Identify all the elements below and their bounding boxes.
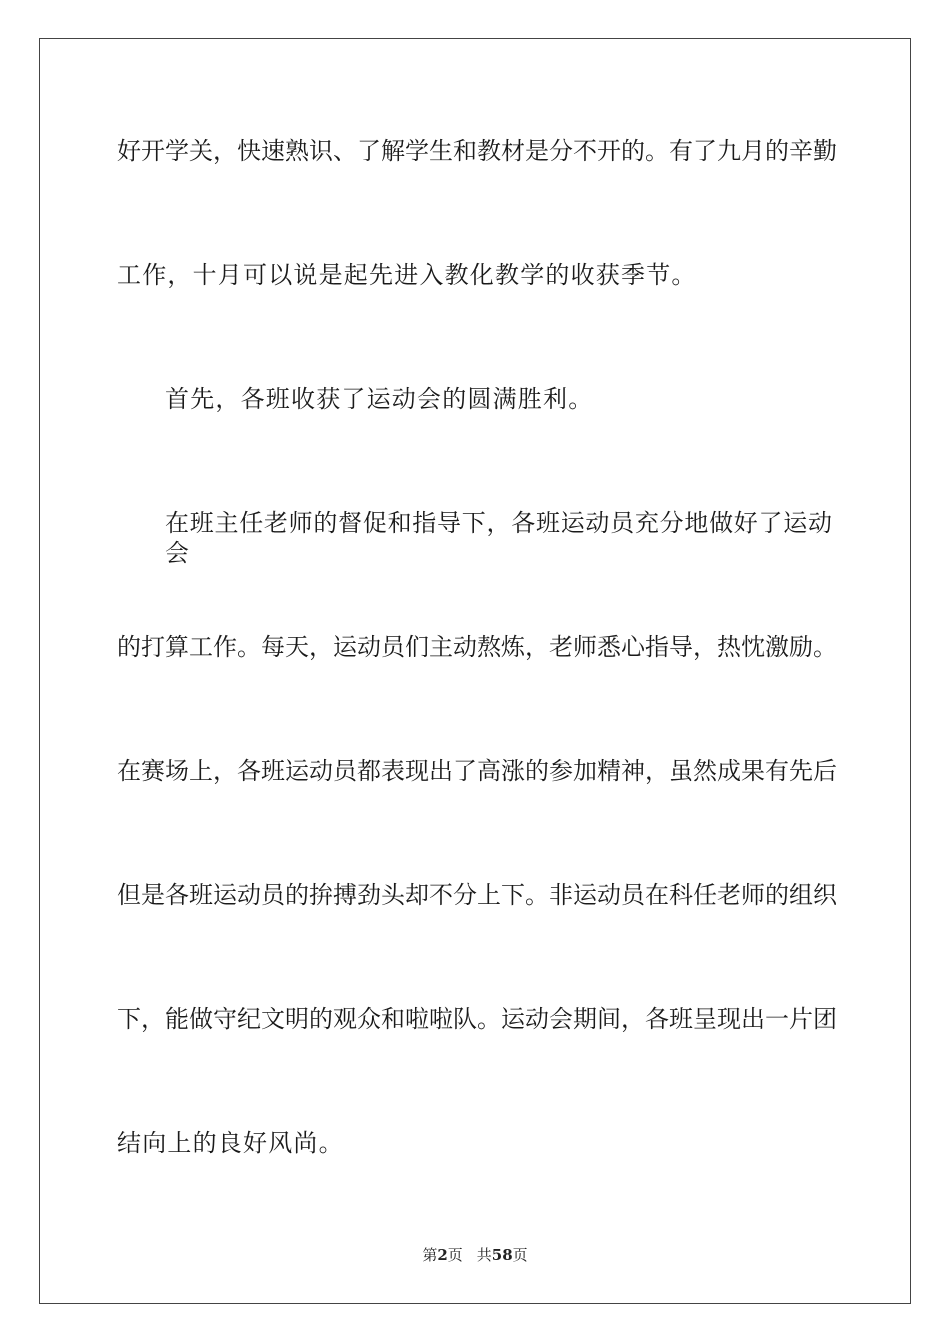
page-prefix: 第: [422, 1246, 438, 1264]
paragraph-line-8: 下，能做守纪文明的观众和啦啦队。运动会期间，各班呈现出一片团: [117, 1005, 837, 1033]
paragraph-line-2: 工作，十月可以说是起先进入教化教学的收获季节。: [117, 261, 697, 289]
paragraph-line-9: 结向上的良好风尚。: [117, 1129, 344, 1157]
paragraph-line-7: 但是各班运动员的拚搏劲头却不分上下。非运动员在科任老师的组织: [117, 881, 837, 909]
page-number: 2: [437, 1246, 448, 1264]
paragraph-line-1: 好开学关，快速熟识、了解学生和教材是分不开的。有了九月的辛勤: [117, 137, 837, 165]
page-frame: [39, 38, 911, 1304]
paragraph-line-3: 首先，各班收获了运动会的圆满胜利。: [165, 385, 594, 413]
paragraph-line-4: 在班主任老师的督促和指导下，各班运动员充分地做好了运动会: [165, 509, 832, 567]
paragraph-line-6: 在赛场上，各班运动员都表现出了高涨的参加精神，虽然成果有先后: [117, 757, 837, 785]
total-suffix: 页: [512, 1246, 528, 1264]
page-footer: [0, 1245, 950, 1265]
paragraph-line-5: 的打算工作。每天，运动员们主动熬炼，老师悉心指导，热忱激励。: [117, 633, 837, 661]
total-pages: 58: [491, 1246, 513, 1264]
total-prefix: 共: [476, 1246, 492, 1264]
page-suffix: 页: [447, 1246, 463, 1264]
